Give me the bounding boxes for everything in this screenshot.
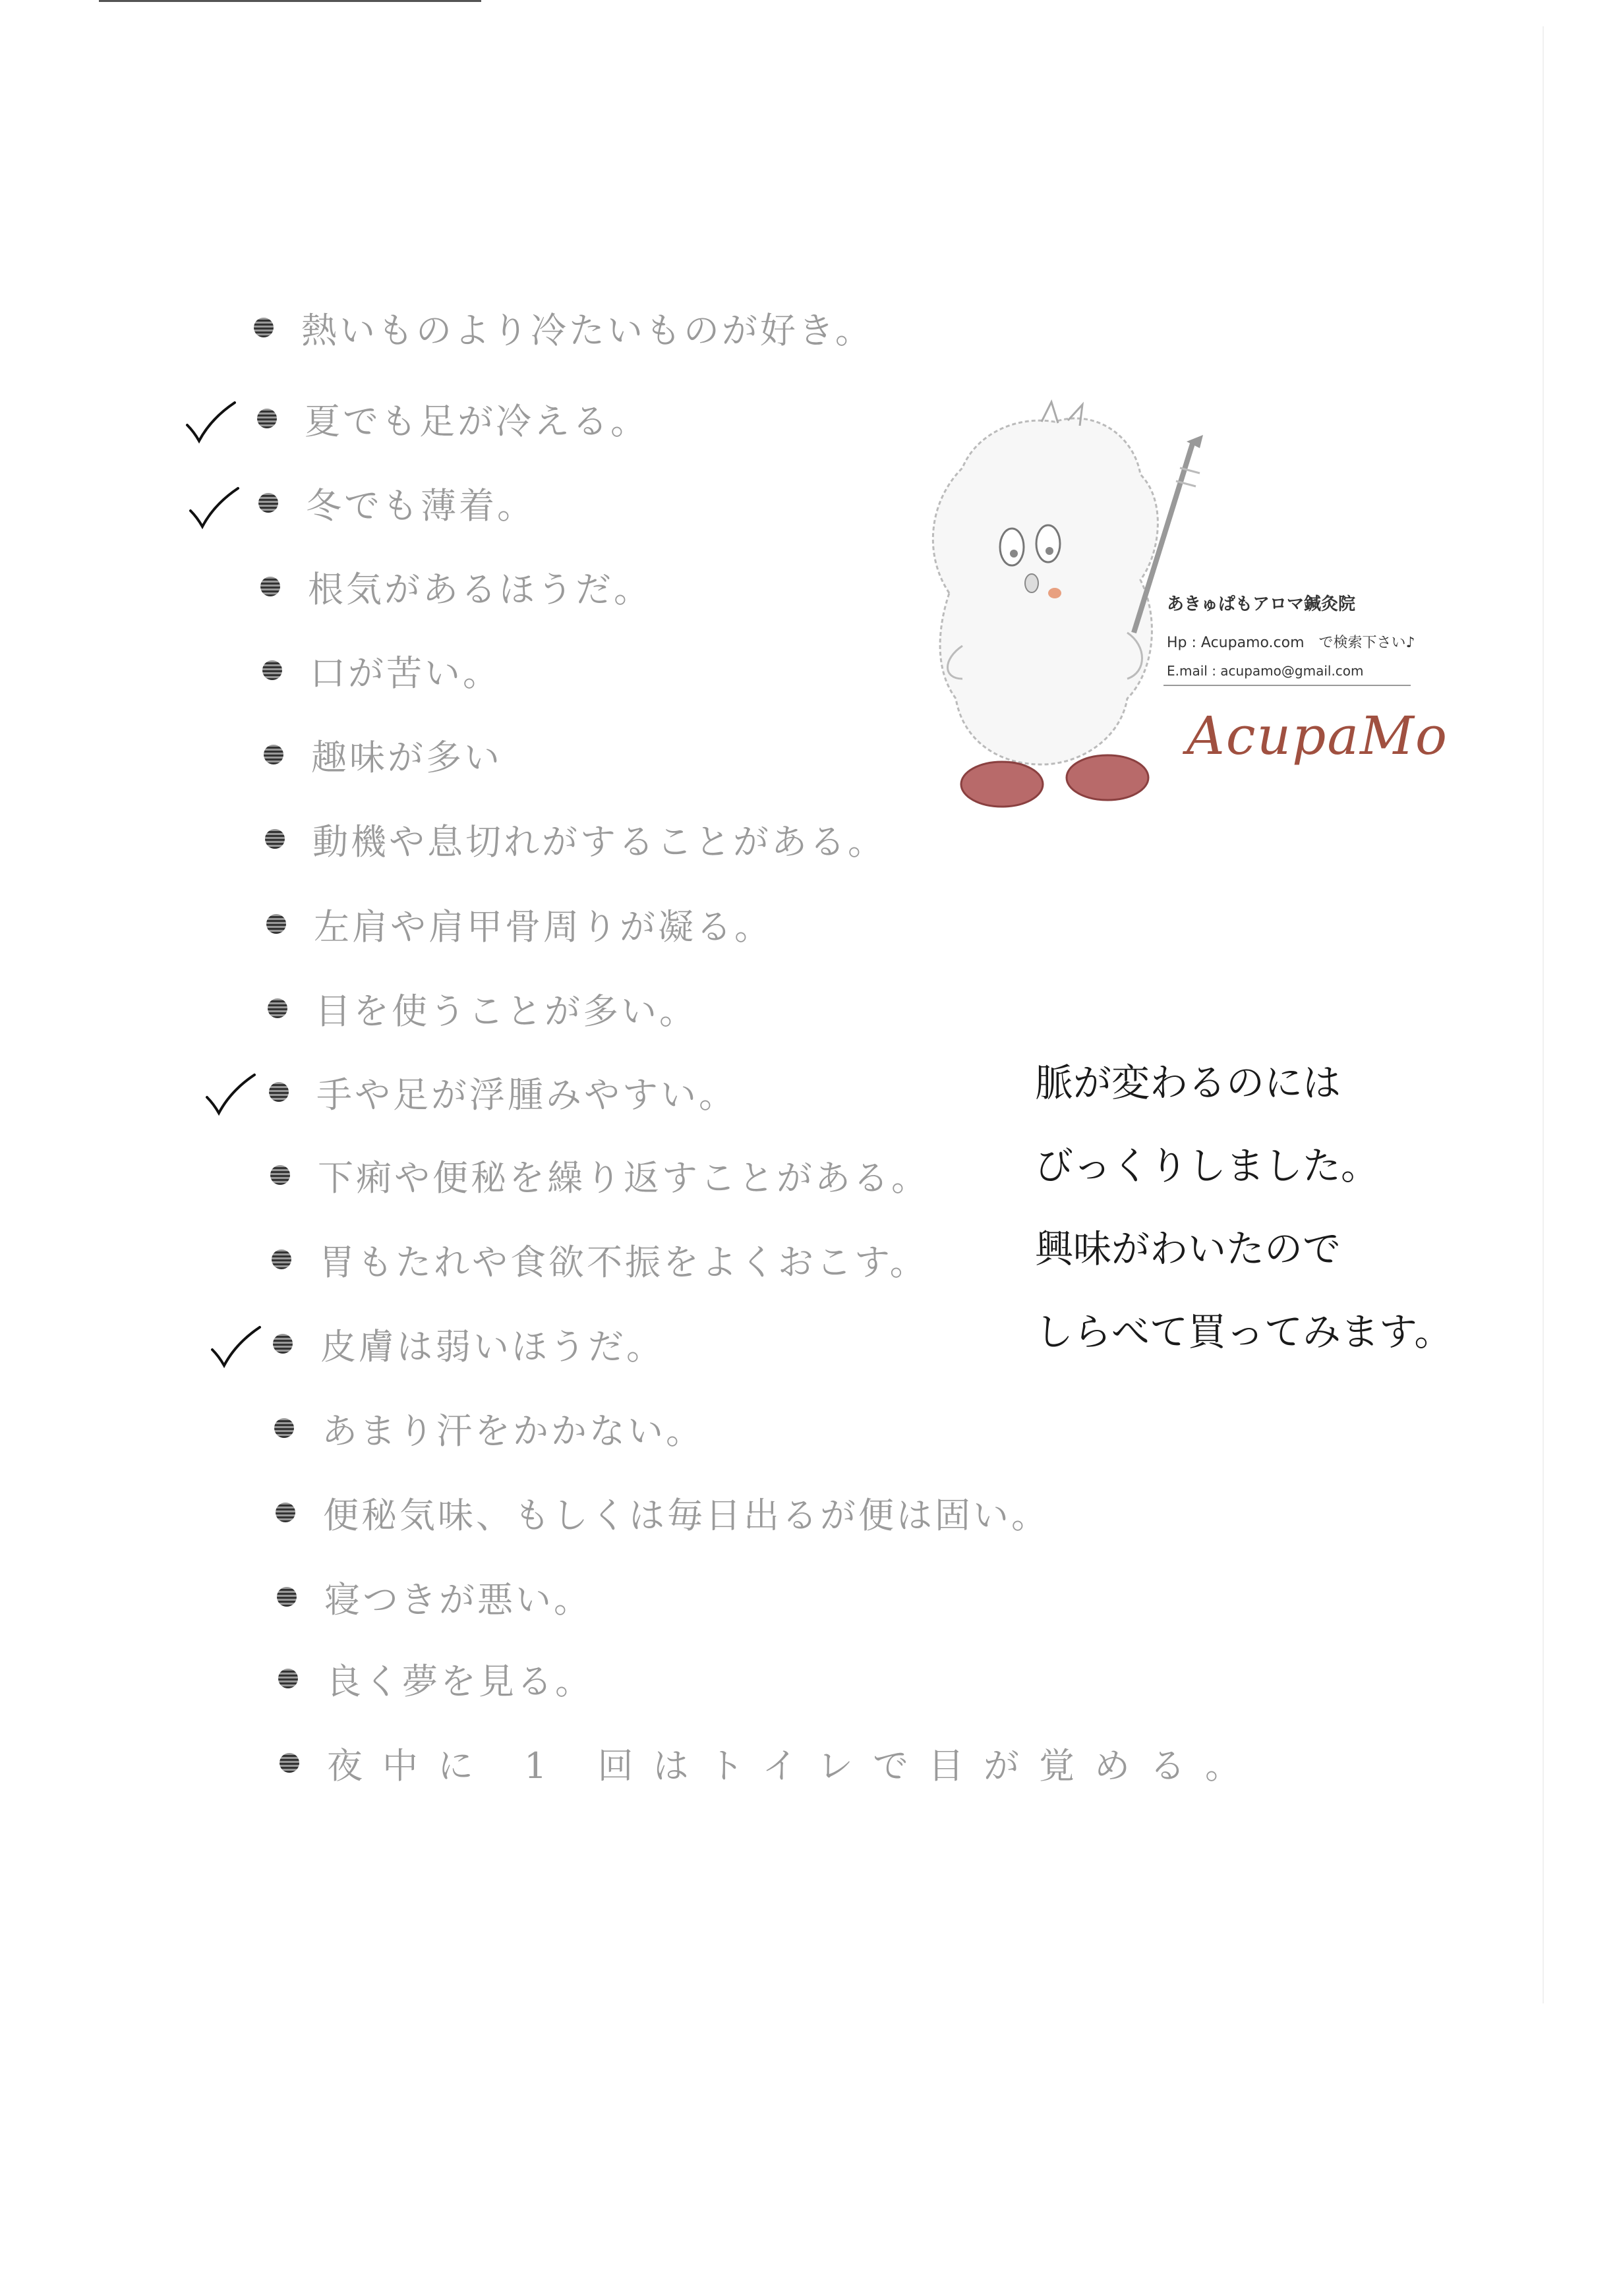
item-text: 良く夢を見る。 (326, 1660, 593, 1702)
bullet-icon (278, 1669, 298, 1688)
clinic-homepage: Hp : Acupamo.com で検索下さい♪ (1167, 635, 1415, 651)
note-line: 脈が変わるのには (1035, 1060, 1341, 1105)
bullet-icon (273, 1334, 293, 1354)
list-item (254, 298, 873, 357)
checkmark-icon (185, 399, 237, 445)
item-text: 熱いものより冷たいものが好き。 (301, 309, 873, 351)
item-text: 便秘気味、もしくは毎日出るが便は固い。 (323, 1494, 1049, 1536)
item-text: 根気があるほうだ。 (308, 568, 652, 610)
checkmark-icon (210, 1323, 262, 1369)
list-item (278, 1649, 593, 1708)
clinic-stamp (910, 395, 1449, 817)
list-item (274, 1398, 704, 1458)
item-text: 冬でも薄着。 (306, 484, 535, 527)
list-item (276, 1483, 1049, 1542)
list-item (270, 1145, 929, 1205)
item-text: 手や足が浮腫みやすい。 (316, 1074, 737, 1116)
note-line: 興味がわいたので (1035, 1226, 1341, 1271)
list-item (266, 894, 773, 954)
bullet-icon (265, 829, 285, 849)
item-text: 下痢や便秘を繰り返すことがある。 (318, 1157, 929, 1199)
bullet-icon (274, 1418, 294, 1438)
checkmark-icon (204, 1071, 257, 1117)
bullet-icon (254, 318, 274, 337)
bullet-icon (264, 745, 283, 764)
list-item (260, 557, 652, 616)
list-item (265, 809, 886, 869)
item-text: 目を使うことが多い。 (315, 990, 697, 1032)
item-text: 左肩や肩甲骨周りが凝る。 (314, 905, 773, 948)
bullet-icon (262, 660, 282, 680)
item-text: 夜中に 1 回はトイレで目が覚める。 (327, 1744, 1260, 1787)
bullet-icon (277, 1587, 297, 1607)
list-item (272, 1230, 928, 1289)
item-text: あまり汗をかかない。 (322, 1410, 704, 1452)
bullet-icon (268, 998, 287, 1018)
checkmark-icon (188, 484, 241, 531)
list-item (258, 473, 535, 532)
bullet-icon (260, 577, 280, 596)
list-item (280, 1733, 1260, 1793)
bullet-icon (270, 1165, 290, 1185)
bullet-icon (280, 1753, 299, 1773)
clinic-email: E.mail : acupamo@gmail.com (1167, 663, 1364, 679)
item-text: 皮膚は弱いほうだ。 (320, 1325, 664, 1367)
list-item (262, 641, 501, 700)
item-text: 寝つきが悪い。 (324, 1578, 592, 1621)
handwritten-note (1035, 1041, 1496, 1373)
item-text: 口が苦い。 (310, 652, 501, 694)
item-text: 趣味が多い (311, 736, 502, 778)
bullet-icon (266, 914, 286, 934)
list-item (269, 1062, 737, 1122)
bullet-icon (272, 1249, 291, 1269)
bullet-icon (269, 1082, 289, 1102)
note-line: しらべて買ってみます。 (1035, 1309, 1453, 1354)
item-text: 夏でも足が冷える。 (305, 400, 649, 442)
bullet-icon (258, 493, 278, 513)
list-item (264, 725, 502, 784)
bullet-icon (276, 1503, 295, 1522)
bullet-icon (257, 409, 277, 428)
list-item (257, 389, 649, 448)
item-text: 動機や息切れがすることがある。 (312, 820, 886, 863)
note-line: びっくりしました。 (1035, 1143, 1380, 1188)
clinic-name: あきゅぱもアロマ鍼灸院 (1167, 594, 1356, 614)
list-item (277, 1567, 592, 1626)
list-item (268, 979, 697, 1038)
item-text: 胃もたれや食欲不振をよくおこす。 (319, 1241, 928, 1283)
brand-logo-text: AcupaMo (1187, 705, 1449, 766)
list-item (273, 1314, 664, 1373)
